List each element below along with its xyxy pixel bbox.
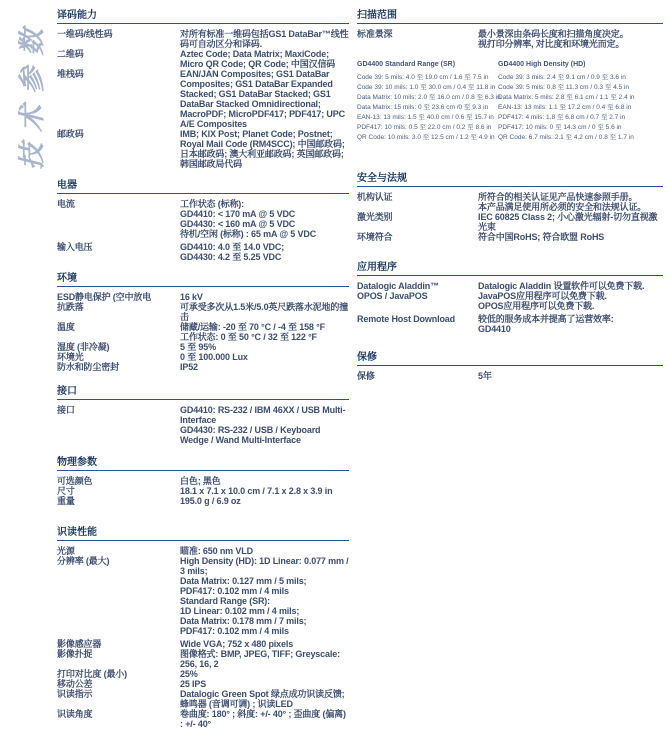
spec-row [357, 371, 663, 381]
spec-value [180, 352, 349, 362]
spec-value-line: 工作状态: 0 至 50 °C / 32 至 122 °F [180, 332, 317, 342]
dof-item: PDF417: 10 mils: 0 至 14.3 cm / 0 至 5.6 in [498, 124, 622, 131]
spec-label: 机构认证 [357, 192, 393, 202]
section-interfaces [57, 382, 349, 445]
section-title: 电器 [57, 176, 349, 194]
spec-value-line: GD4430: < 160 mA @ 5 VDC [180, 219, 296, 229]
depth-of-field-table [357, 60, 663, 143]
dof-column-sr [357, 60, 501, 143]
spec-row [357, 29, 663, 49]
spec-row [57, 302, 349, 322]
dof-item: EAN-13: 13 mils: 1.5 至 40.0 cm / 0.6 至 15.7 in [357, 114, 494, 121]
spec-label: 移动公差 [57, 679, 93, 689]
spec-row [357, 232, 663, 242]
spec-row [57, 639, 349, 649]
spec-row [57, 362, 349, 372]
spec-value-line: 图像格式: BMP, JPEG, TIFF; Greyscale: 256, 16, 2 [180, 649, 340, 669]
spec-row [57, 556, 349, 636]
spec-value-line: 卷曲度: 180° ; 斜度: +/- 40° ; 歪曲度 (偏离) : +/- 40° [180, 709, 346, 729]
spec-label: 重量 [57, 496, 75, 506]
spec-row [57, 496, 349, 506]
spec-row [57, 476, 349, 486]
section-title: 接口 [57, 382, 349, 400]
section-warranty [357, 348, 663, 381]
section-electrical [57, 176, 349, 262]
spec-value-line: 储藏/运输: -20 至 70 °C / -4 至 158 °F [180, 322, 325, 332]
spec-value-line: 所符合的相关认证见产品快速参照手册。 [478, 192, 638, 202]
spec-value [180, 546, 349, 556]
spec-row [57, 292, 349, 302]
section-title: 扫描范围 [357, 6, 663, 24]
spec-value-line: 白色; 黑色 [180, 476, 221, 486]
spec-value-line: Datalogic Green Spot 绿点成功识读反馈; 蜂鸣器 (音调可调) ; 识读LED [180, 689, 345, 709]
spec-label: 输入电压 [57, 242, 93, 252]
spec-value [478, 371, 663, 381]
spec-value [180, 129, 349, 169]
section-title: 环境 [57, 269, 349, 287]
spec-value-line: 195.0 g / 6.9 oz [180, 496, 241, 506]
dof-column-heading: GD4400 Standard Range (SR) [357, 61, 456, 68]
spec-row [357, 192, 663, 212]
spec-value [478, 314, 663, 334]
spec-value [478, 212, 663, 232]
spec-value-line: 瞄准: 650 nm VLD [180, 546, 253, 556]
spec-row [57, 546, 349, 556]
section-title: 应用程序 [357, 258, 663, 276]
right-column [357, 6, 663, 381]
section-title: 安全与法规 [357, 169, 663, 187]
spec-value-line: 较低的服务成本并提高了运营效率: [478, 314, 614, 324]
spec-value [180, 29, 349, 49]
section-title: 译码能力 [57, 6, 349, 24]
spec-row [57, 242, 349, 262]
spec-value [180, 342, 349, 352]
spec-value-line: Data Matrix: 0.127 mm / 5 mils; [180, 576, 307, 586]
section-safety-regulatory [357, 169, 663, 242]
spec-value-line: GD4430: 4.2 至 5.25 VDC [180, 252, 282, 262]
spec-value-line: GD4410: RS-232 / IBM 46XX / USB Multi-Interface [180, 405, 346, 425]
spec-value [180, 242, 349, 262]
spec-label-line: Datalogic Aladdin™ [357, 281, 439, 291]
spec-label: 电流 [57, 199, 75, 209]
spec-label: ESD静电保护 (空中放电 [57, 292, 152, 302]
spec-row [57, 689, 349, 709]
spec-value [180, 405, 349, 445]
spec-row [357, 314, 663, 334]
spec-label: 影像感应器 [57, 639, 102, 649]
spec-value-line: 工作状态 (标称): [180, 199, 244, 209]
spec-row [57, 669, 349, 679]
spec-value-line: 待机/空闲 (标称) : 65 mA @ 5 VDC [180, 229, 317, 239]
dof-column-heading: GD4400 High Density (HD) [498, 61, 586, 68]
spec-value [180, 496, 349, 506]
spec-label: 打印对比度 (最小) [57, 669, 127, 679]
spec-row [57, 69, 349, 129]
spec-label: 一维码/线性码 [57, 29, 113, 39]
spec-label: 光源 [57, 546, 75, 556]
spec-value [478, 29, 663, 49]
dof-item: PDF417: 4 mils: 1.8 至 6.8 cm / 0.7 至 2.7 in [498, 114, 626, 121]
spec-value-line: 0 至 100.000 Lux [180, 352, 248, 362]
left-column [57, 6, 349, 729]
spec-label: 尺寸 [57, 486, 75, 496]
spec-value-line: IP52 [180, 362, 198, 372]
spec-value-line: 最小景深由条码长度和扫描角度决定。 [478, 29, 629, 39]
spec-value-line: IEC 60825 Class 2; 小心激光辐射-切勿直视激光束 [478, 212, 658, 232]
spec-label: 识读角度 [57, 709, 93, 719]
spec-label: 分辨率 (最大) [57, 556, 110, 566]
spec-value-line: EAN/JAN Composites; GS1 DataBar Composites; GS1 DataBar Expanded Stacked; GS1 DataBar Stacked; GS1 DataBar Stacked Omnidirectional; MacroPDF; MicroPDF417; PDF417; UPC A/E Composites [180, 69, 345, 129]
spec-label: 环境符合 [357, 232, 393, 242]
spec-value [180, 689, 349, 709]
spec-value [180, 669, 349, 679]
spec-row [57, 29, 349, 49]
section-physical [57, 453, 349, 506]
spec-label [357, 281, 478, 301]
spec-row [57, 342, 349, 352]
vertical-section-title: 技术参数 [17, 18, 47, 170]
spec-value [180, 679, 349, 689]
spec-label: 抗跌落 [57, 302, 84, 312]
spec-value [180, 556, 349, 636]
spec-value-line: Datalogic Aladdin 设置软件可以免费下载. [478, 281, 645, 291]
spec-value-line: 25% [180, 669, 198, 679]
spec-row [57, 486, 349, 496]
spec-row [57, 49, 349, 69]
spec-value [180, 49, 349, 69]
spec-label: 环境光 [57, 352, 84, 362]
spec-value [180, 199, 349, 239]
dof-item: Code 39: 3 mils: 2.4 至 9.1 cm / 0.9 至 3.6 in [498, 74, 626, 81]
spec-label: 标准景深 [357, 29, 393, 39]
spec-row [57, 352, 349, 362]
spec-label: 接口 [57, 405, 75, 415]
spec-value [478, 232, 663, 242]
spec-value-line: PDF417: 0.102 mm / 4 mils [180, 626, 289, 636]
spec-value-line: 本产品满足使用所必须的安全和法规认证。 [478, 202, 647, 212]
spec-value-line: High Density (HD): 1D Linear: 0.077 mm / 3 mils; [180, 556, 349, 576]
spec-value [180, 709, 349, 729]
spec-value-line: Aztec Code; Data Matrix; MaxiCode; Micro QR Code; QR Code; 中国汉信码 [180, 49, 336, 69]
section-title: 识读性能 [57, 523, 349, 541]
spec-label: Remote Host Download [357, 314, 456, 324]
spec-value-line: 视打印分辨率, 对比度和环境光而定。 [478, 39, 625, 49]
spec-value [180, 476, 349, 486]
spec-value-line: Standard Range (SR): [180, 596, 271, 606]
spec-value-line: JavaPOS应用程序可以免费下载. [478, 291, 607, 301]
spec-value-line: Wide VGA; 752 x 480 pixels [180, 639, 294, 649]
spec-value-line: 符合中国RoHS; 符合欧盟 RoHS [478, 232, 605, 242]
spec-label: 邮政码 [57, 129, 84, 139]
dof-item: Data Matrix: 10 mils: 2.0 至 16.0 cm / 0.8 至 6.3 in [357, 94, 501, 101]
dof-item: Code 39: 5 mils: 0.8 至 11.3 cm / 0.3 至 4.5 in [498, 84, 630, 91]
dof-item: EAN-13: 13 mils: 1.1 至 17.2 cm / 0.4 至 6.8 in [498, 104, 632, 111]
spec-label: 影像扑捉 [57, 649, 93, 659]
spec-value [478, 281, 663, 311]
spec-row [57, 405, 349, 445]
dof-item: Code 39: 10 mils: 1.0 至 30.0 cm / 0.4 至 11.8 in [357, 84, 496, 91]
spec-value-line: 5 至 95% [180, 342, 216, 352]
spec-label: 温度 [57, 322, 75, 332]
dof-item: QR Code: 6.7 mils: 2.1 至 4.2 cm / 0.8 至 1.7 in [498, 134, 634, 141]
spec-value-line: 可承受多次从1.5米/5.0英尺跌落水泥地的撞击 [180, 302, 349, 322]
section-title: 物理参数 [57, 453, 349, 471]
spec-row [57, 322, 349, 342]
section-decoding [57, 6, 349, 169]
spec-value-line: 16 kV [180, 292, 203, 302]
spec-row [57, 129, 349, 169]
section-utilities [357, 258, 663, 334]
spec-value-line: PDF417: 0.102 mm / 4 mils [180, 586, 289, 596]
spec-label-line: OPOS / JavaPOS [357, 291, 428, 301]
spec-value [180, 639, 349, 649]
section-reading-performance [57, 523, 349, 729]
spec-value-line: GD4430: RS-232 / USB / Keyboard Wedge / Wand Multi-Interface [180, 425, 321, 445]
spec-value [180, 649, 349, 669]
spec-label: 识读指示 [57, 689, 93, 699]
dof-item: Data Matrix: 5 mils: 2.8 至 6.1 cm / 1.1 至 2.4 in [498, 94, 635, 101]
spec-row [357, 281, 663, 311]
spec-value [478, 192, 663, 212]
dof-item: Data Matrix: 15 mils: 0 至 23.6 cm /0 至 9.3 in [357, 104, 489, 111]
spec-row [357, 212, 663, 232]
dof-item: PDF417: 10 mils: 0.5 至 22.0 cm / 0.2 至 8.6 in [357, 124, 492, 131]
section-environmental [57, 269, 349, 372]
spec-value-line: 18.1 x 7.1 x 10.0 cm / 7.1 x 2.8 x 3.9 in [180, 486, 333, 496]
spec-value-line: 对所有标准一维码包括GS1 DataBar™线性码可自动区分和译码. [180, 29, 349, 49]
spec-value-line: 25 IPS [180, 679, 207, 689]
spec-value [180, 69, 349, 129]
dof-column-hd [498, 60, 663, 143]
dof-item: QR Code: 10 mils: 3.0 至 12.5 cm / 1.2 至 4.9 in [357, 134, 495, 141]
spec-row [57, 649, 349, 669]
spec-value-line: GD4410: 4.0 至 14.0 VDC; [180, 242, 285, 252]
spec-label: 堆栈码 [57, 69, 84, 79]
spec-value-line: OPOS应用程序可以免费下载. [478, 301, 595, 311]
spec-row [57, 679, 349, 689]
spec-label: 激光类别 [357, 212, 393, 222]
spec-label: 可选颜色 [57, 476, 93, 486]
spec-value [180, 362, 349, 372]
spec-label: 防水和防尘密封 [57, 362, 119, 372]
spec-value-line: GD4410 [478, 324, 511, 334]
section-reading-range [357, 6, 663, 143]
spec-row [57, 709, 349, 729]
dof-item: Code 39: 5 mils: 4.0 至 19.0 cm / 1.6 至 7.5 in [357, 74, 489, 81]
spec-value-line: IMB; KIX Post; Planet Code; Postnet; Royal Mail Code (RM4SCC); 中国邮政码; 日本邮政码; 澳大利亚邮政码; 英国邮政码; 韩国邮政局代码 [180, 129, 345, 169]
spec-label: 二维码 [57, 49, 84, 59]
spec-value-line: Data Matrix: 0.178 mm / 7 mils; [180, 616, 307, 626]
spec-label: 保修 [357, 371, 375, 381]
section-title: 保修 [357, 348, 663, 366]
spec-value-line: 5年 [478, 371, 492, 381]
spec-value [180, 302, 349, 322]
spec-value [180, 322, 349, 342]
spec-value [180, 486, 349, 496]
spec-row [57, 199, 349, 239]
spec-value-line: 1D Linear: 0.102 mm / 4 mils; [180, 606, 300, 616]
spec-value [180, 292, 349, 302]
spec-label: 湿度 (非冷凝) [57, 342, 110, 352]
spec-value-line: GD4410: < 170 mA @ 5 VDC [180, 209, 296, 219]
